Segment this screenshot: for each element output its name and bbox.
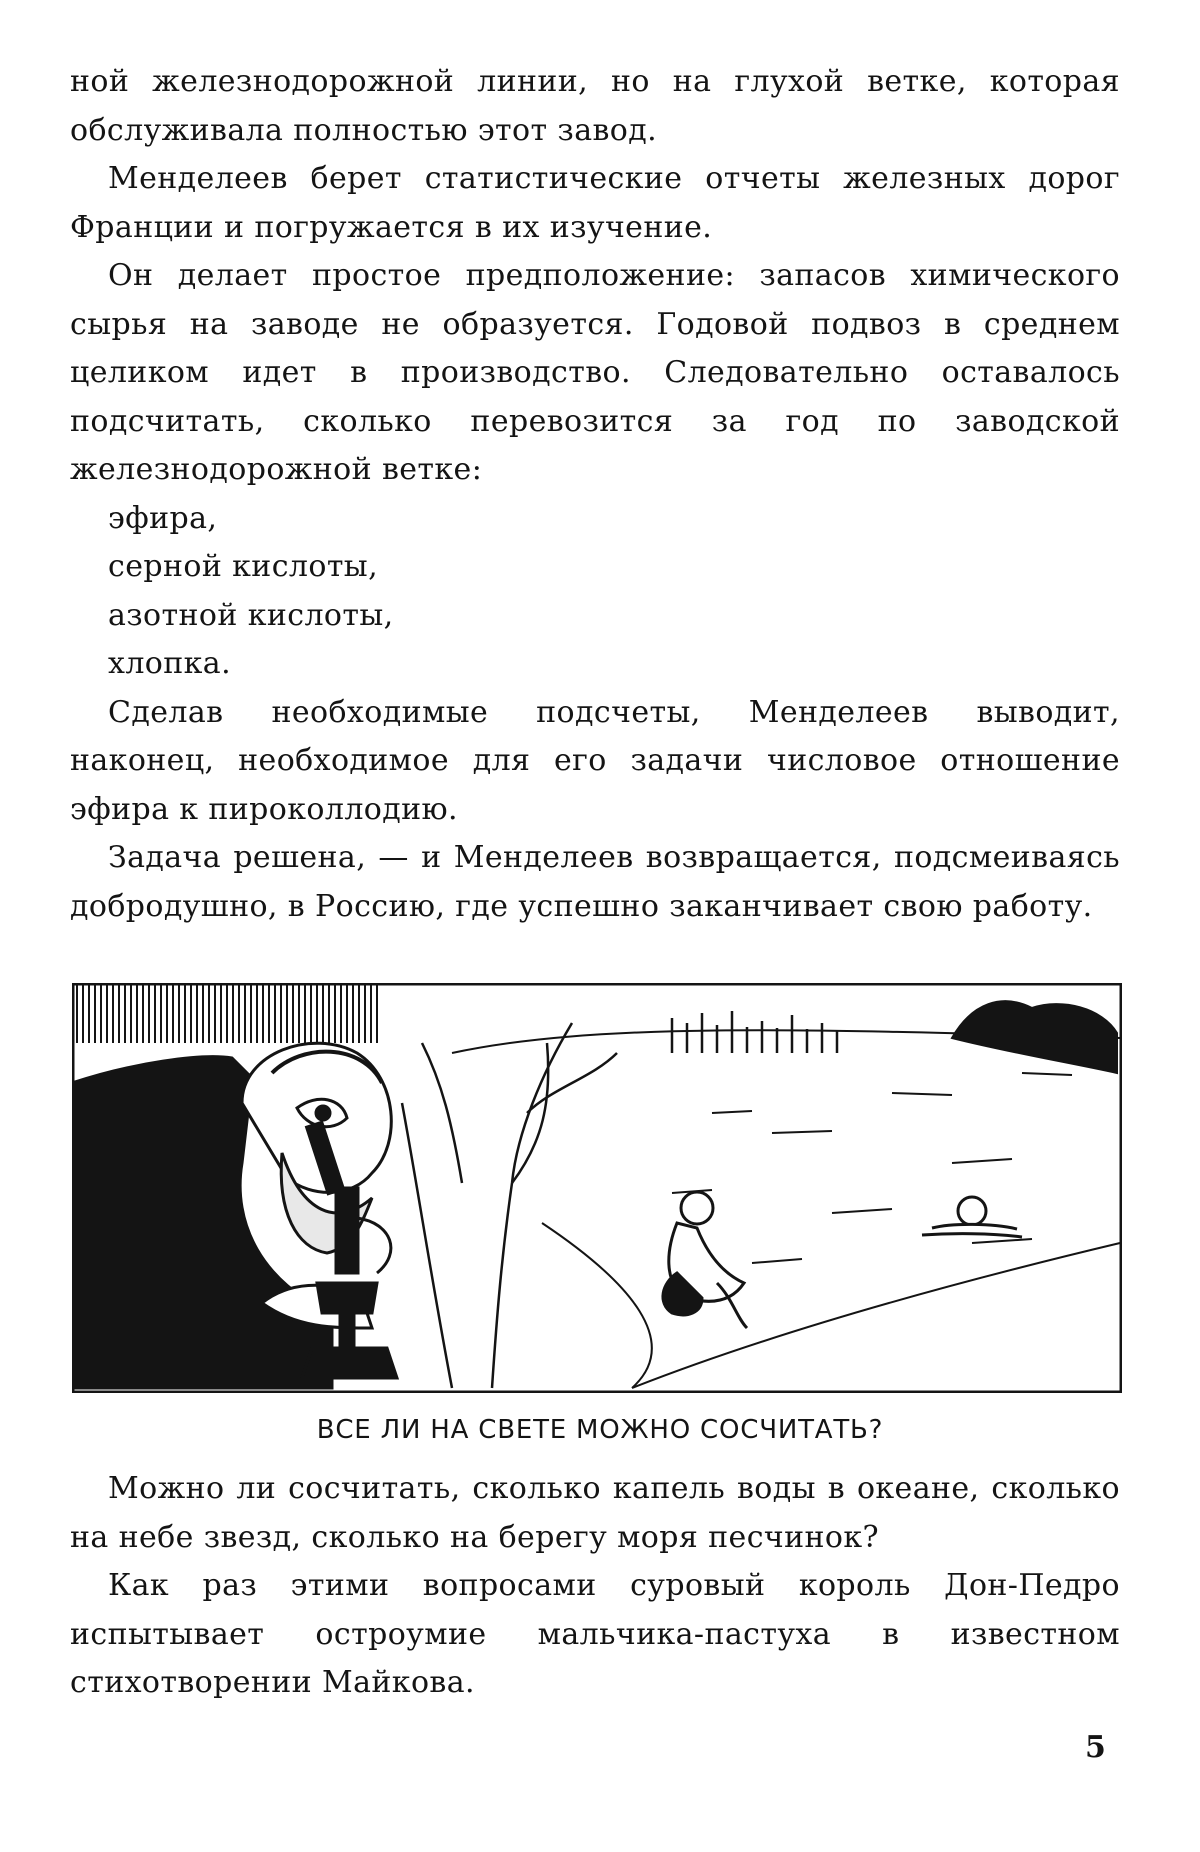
material-item: эфира,: [108, 500, 218, 536]
material-item: хлопка.: [108, 646, 232, 681]
paragraph-continuation: ной железнодорожной линии, но на глухой ветке, которая обслуживала полностью этот завод.: [70, 64, 1120, 148]
top-text-block: [70, 58, 1120, 931]
paragraph-king: Как раз этими вопросами суровый король Дон-Педро испытывает остроумие мальчика-пастуха в известном стихотворении Майкова.: [70, 1568, 1120, 1700]
paragraph-solved: Задача решена, — и Менделеев возвращается, подсмеиваясь добродушно, в Россию, где успешно заканчивает свою работу.: [70, 840, 1120, 924]
material-item: азотной кислоты,: [108, 597, 394, 633]
paragraph-assumption: Он делает простое предположение: запасов химического сырья на заводе не образуется. Годовой подвоз в среднем целиком идет в производство. Следовательно оставалось подсчитать, сколько перевозится за год по заводской железнодорожной ветке:: [70, 258, 1120, 487]
page-number: 5: [1085, 1730, 1106, 1765]
material-item: серной кислоты,: [108, 549, 379, 584]
section-heading: ВСЕ ЛИ НА СВЕТЕ МОЖНО СОСЧИТАТЬ?: [316, 1415, 884, 1445]
paragraph-calculation: Сделав необходимые подсчеты, Менделеев выводит, наконец, необходимое для его задачи числовое отношение эфира к пироколлодию.: [70, 694, 1120, 827]
paragraph-statistics: Менделеев берет статистические отчеты железных дорог Франции и погружается в их изучение.: [70, 161, 1120, 245]
bottom-text-block: [70, 1465, 1120, 1708]
materials-list: [70, 495, 1120, 689]
engraving-illustration: [72, 983, 1122, 1393]
paragraph-question: Можно ли сосчитать, сколько капель воды в океане, сколько на небе звезд, сколько на берегу моря песчинок?: [70, 1471, 1120, 1555]
